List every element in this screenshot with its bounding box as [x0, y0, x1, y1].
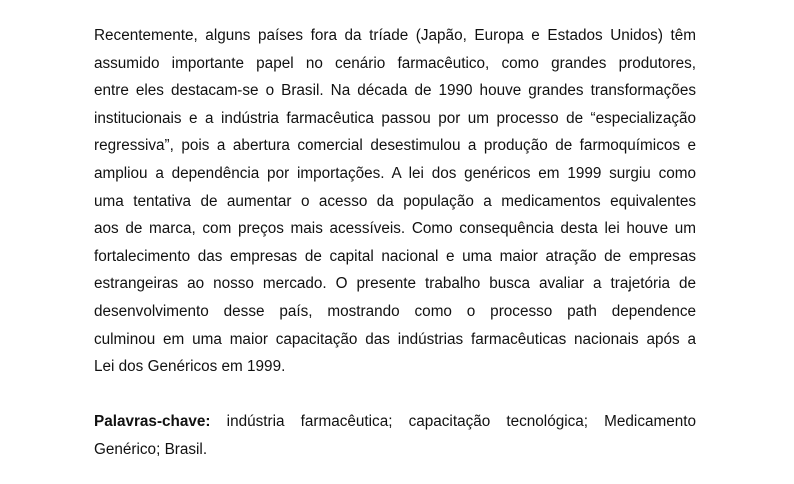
abstract-line: culminou em uma maior capacitação das indústrias farmacêuticas nacionais após a	[94, 330, 696, 348]
paragraph-gap	[94, 381, 696, 409]
abstract-line: estrangeiras ao nosso mercado. O presente trabalho busca avaliar a trajetória de	[94, 275, 696, 293]
abstract-line: uma tentativa de aumentar o acesso da população a medicamentos equivalentes	[94, 192, 696, 210]
keywords-text: indústria farmacêutica; capacitação tecnológica; Medicamento	[226, 413, 696, 431]
abstract-line: desenvolvimento desse país, mostrando como o processo path dependence	[94, 302, 696, 320]
abstract-line: fortalecimento das empresas de capital nacional e uma maior atração de empresas	[94, 247, 696, 265]
document-page	[94, 22, 696, 464]
abstract-line: Recentemente, alguns países fora da tríade (Japão, Europa e Estados Unidos) têm	[94, 27, 696, 44]
abstract-line: Lei dos Genéricos em 1999.	[94, 358, 286, 376]
abstract-line: aos de marca, com preços mais acessíveis. Como consequência desta lei houve um	[94, 220, 696, 238]
abstract-line: regressiva”, pois a abertura comercial desestimulou a produção de farmoquímicos e	[94, 137, 696, 155]
abstract-paragraph	[94, 22, 696, 381]
abstract-line: ampliou a dependência por importações. A lei dos genéricos em 1999 surgiu como	[94, 164, 696, 182]
keywords-line	[94, 408, 696, 436]
abstract-line: institucionais e a indústria farmacêutica passou por um processo de “especialização	[94, 109, 696, 127]
keywords-label: Palavras-chave:	[94, 413, 211, 431]
keywords-paragraph	[94, 408, 696, 463]
abstract-line: entre eles destacam-se o Brasil. Na década de 1990 houve grandes transformações	[94, 82, 696, 100]
abstract-line: assumido importante papel no cenário farmacêutico, como grandes produtores,	[94, 54, 696, 72]
keywords-line: Genérico; Brasil.	[94, 440, 208, 458]
